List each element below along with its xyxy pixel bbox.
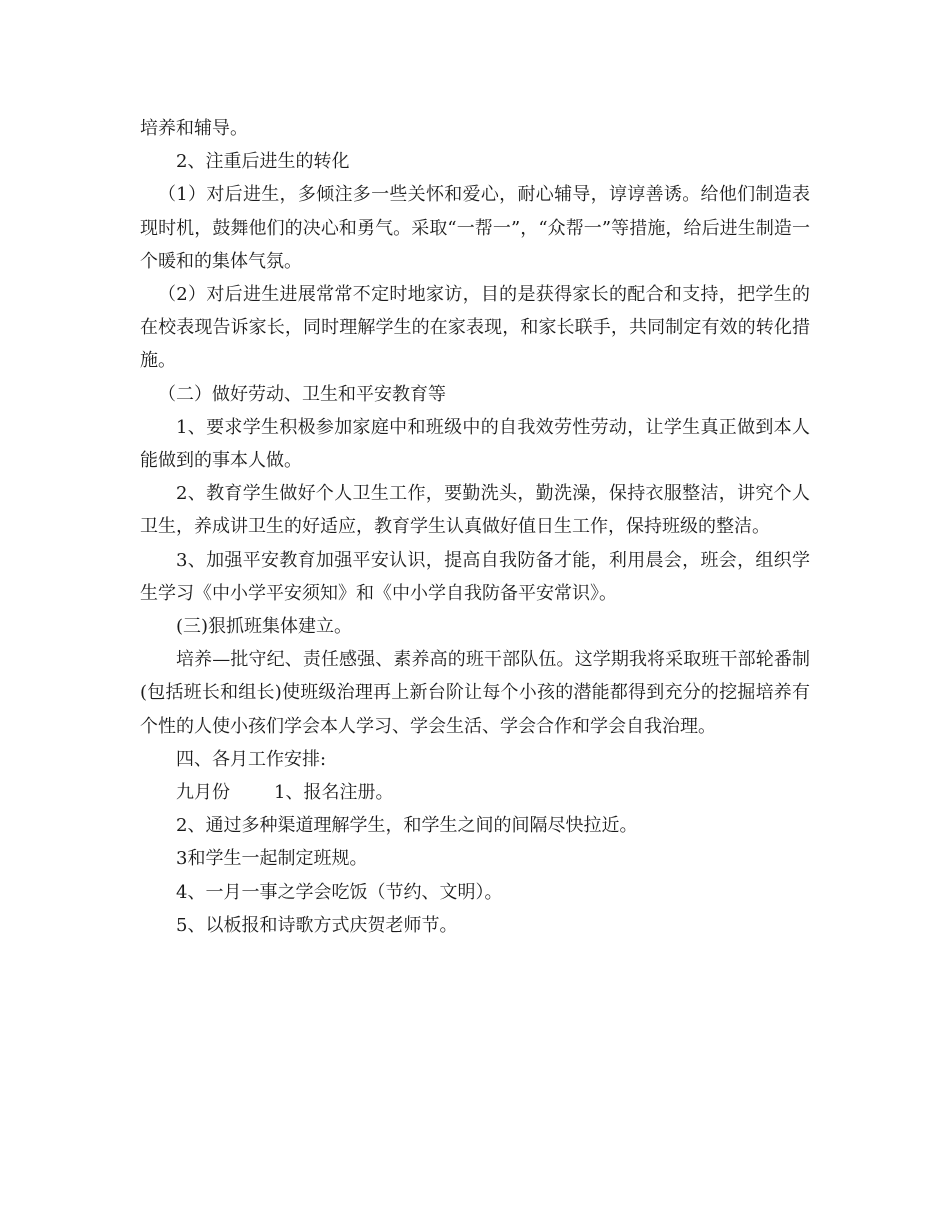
paragraph: 培养和辅导。 — [140, 118, 248, 139]
paragraph: 3、加强平安教育加强平安认识，提高自我防备才能，利用晨会，班会，组织学生学习《中小学平安须知》和《中小学自我防备平安常识》。 — [140, 549, 810, 604]
schedule-item: 4、一月一事之学会吃饭（节约、文明）。 — [176, 881, 503, 903]
schedule-item: 2、通过多种渠道理解学生，和学生之间的间隔尽快拉近。 — [176, 815, 638, 837]
document-body — [140, 112, 810, 942]
paragraph: 2、教育学生做好个人卫生工作，要勤洗头，勤洗澡，保持衣服整洁，讲究个人卫生，养成讲卫生的好适应，教育学生认真做好值日生工作，保持班级的整洁。 — [140, 483, 810, 538]
paragraph: （2）对后进生进展常常不定时地家访，目的是获得家长的配合和支持，把学生的在校表现告诉家长，同时理解学生的在家表现，和家长联手，共同制定有效的转化措施。 — [140, 284, 810, 372]
schedule-item: 1、报名注册。 — [274, 782, 394, 804]
paragraph: 培养—批守纪、责任感强、素养高的班干部队伍。这学期我将采取班干部轮番制(包括班长和组长)使班级治理再上新台阶让每个小孩的潜能都得到充分的挖掘培养有个性的人使小孩们学会本人学习、学会生活、学会合作和学会自我治理。 — [140, 649, 810, 737]
paragraph: （1）对后进生，多倾注多一些关怀和爱心，耐心辅导，谆谆善诱。给他们制造表现时机，鼓舞他们的决心和勇气。采取“一帮一”，“众帮一”等措施，给后进生制造一个暖和的集体气氛。 — [140, 184, 810, 272]
schedule-item: 5、以板报和诗歌方式庆贺老师节。 — [176, 914, 458, 936]
section-heading: 2、注重后进生的转化 — [176, 151, 350, 173]
section-heading: (三)狠抓班集体建立。 — [176, 616, 353, 638]
paragraph: 1、要求学生积极参加家庭中和班级中的自我效劳性劳动，让学生真正做到本人能做到的事本人做。 — [140, 416, 810, 472]
schedule-item: 3和学生一起制定班规。 — [176, 848, 368, 870]
section-heading: 四、各月工作安排: — [176, 748, 327, 770]
schedule-month: 九月份 — [176, 782, 230, 804]
section-heading: （二）做好劳动、卫生和平安教育等 — [158, 383, 446, 405]
schedule-row-september — [140, 776, 810, 809]
